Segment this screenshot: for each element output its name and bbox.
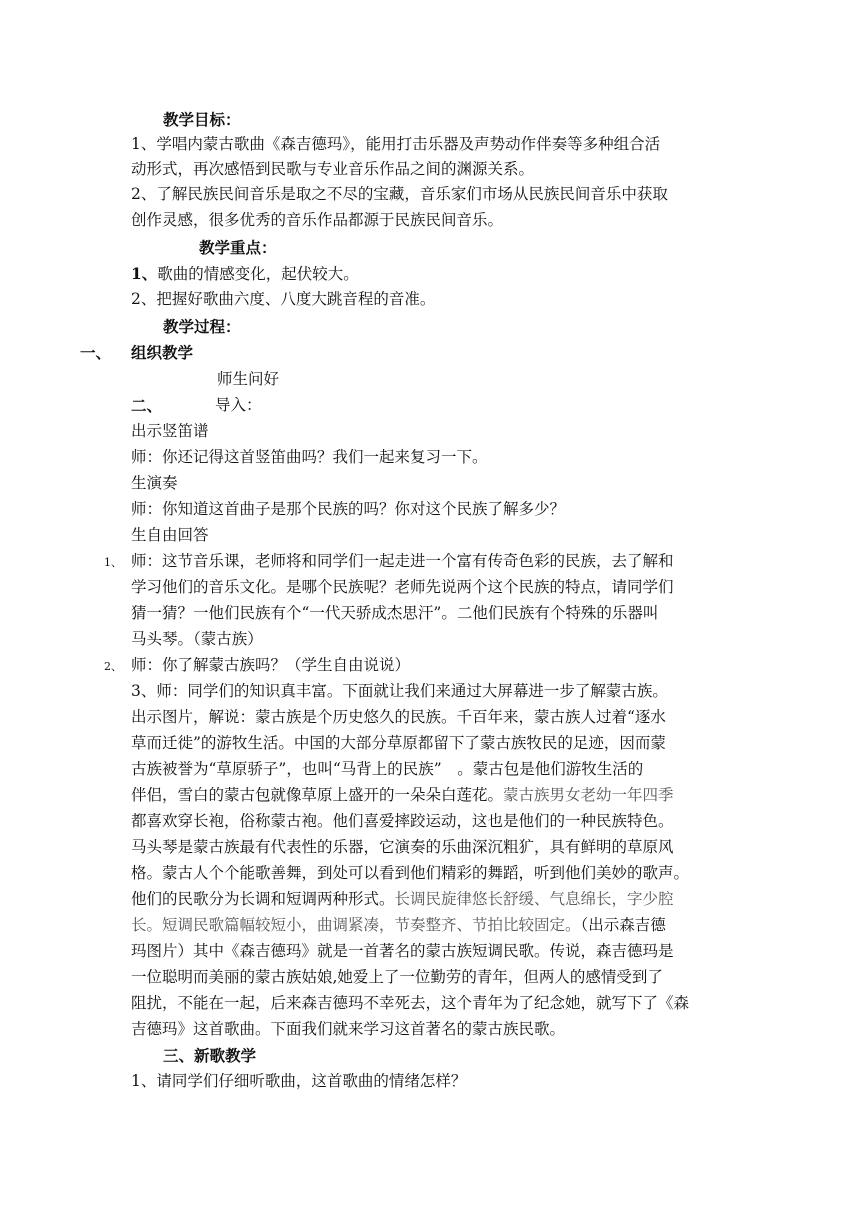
keypoint-1 [131, 266, 359, 283]
section-1-text: 师生问好 [217, 370, 280, 388]
item-3-line-2: 出示图片，解说：蒙古族是个历史悠久的民族。千百年来，蒙古族人过着“逐水 [131, 708, 666, 726]
item-3-line-14: 吉德玛》这首歌曲。下面我们就来学习这首著名的蒙古族民歌。 [131, 1020, 566, 1038]
paragraph-teacher-review: 师：你还记得这首竖笛曲吗？我们一起来复习一下。 [131, 448, 488, 466]
item-3-line-8: 格。蒙古人个个能歌善舞，到处可以看到他们精彩的舞蹈，听到他们美妙的歌声。 [131, 864, 690, 882]
item-3-line-11: 玛图片）其中《森吉德玛》就是一首著名的蒙古族短调民歌。传说，森吉德玛是 [131, 942, 674, 960]
item-3-line-5 [131, 788, 674, 804]
item-3-line-9-text: 他们的民歌分为长调和短调两种形式。 [131, 890, 395, 908]
objectives-heading: 教学目标： [163, 110, 241, 129]
objective-2-line-2: 创作灵感，很多优秀的音乐作品都源于民族民间音乐。 [131, 211, 504, 229]
keypoint-2: 2、把握好歌曲六度、八度大跳音程的音准。 [131, 290, 436, 308]
item-3-line-6: 都喜欢穿长袍，俗称蒙古袍。他们喜爱摔跤运动，这也是他们的一种民族特色。 [131, 812, 674, 830]
section-2-number: 二、 [131, 396, 163, 415]
item-2-text: 师：你了解蒙古族吗？（学生自由说说） [131, 656, 411, 674]
item-2-number: 2、 [104, 660, 122, 673]
section-1-title: 组织教学 [131, 343, 194, 362]
process-heading: 教学过程： [163, 317, 241, 336]
paragraph-free-answer: 生自由回答 [131, 526, 209, 544]
paragraph-show-score: 出示竖笛谱 [131, 422, 209, 440]
item-3-line-5-gray: 蒙古族男女老幼一年四季 [503, 786, 674, 804]
item-3-line-9-gray: 长调民旋律悠长舒缓、气息绵长，字少腔 [394, 890, 674, 908]
newsong-question-1: 1、请同学们仔细听歌曲，这首歌曲的情绪怎样？ [131, 1072, 467, 1090]
item-1-line-3: 猜一猜？一他们民族有个“一代天骄成杰思汗”。二他们民族有个特殊的乐器叫 [131, 604, 659, 622]
newsong-heading: 三、新歌教学 [163, 1046, 257, 1065]
item-1-line-4: 马头琴。（蒙古族） [131, 630, 263, 648]
item-3-line-4: 古族被誉为“草原骄子”，也叫“马背上的民族” 。蒙古包是他们游牧生活的 [131, 760, 644, 778]
item-3-line-7: 马头琴是蒙古族最有代表性的乐器，它演奏的乐曲深沉粗犷，具有鲜明的草原风 [131, 838, 674, 856]
item-3-line-9 [131, 892, 674, 908]
keypoints-heading: 教学重点： [199, 238, 277, 257]
objective-2-line-1: 2、了解民族民间音乐是取之不尽的宝藏，音乐家们市场从民族民间音乐中获取 [131, 185, 668, 203]
item-1-number: 1、 [104, 556, 122, 569]
item-3-line-1: 3、师：同学们的知识真丰富。下面就让我们来通过大屏幕进一步了解蒙古族。 [131, 682, 668, 700]
keypoint-1-number: 1、 [131, 264, 158, 283]
item-3-line-10 [131, 918, 666, 934]
section-1-number: 一、 [80, 343, 112, 362]
item-3-line-3: 草而迁徙”的游牧生活。中国的大部分草原都留下了蒙古族牧民的足迹，因而蒙 [131, 734, 666, 752]
keypoint-1-text: 歌曲的情感变化，起伏较大。 [157, 265, 359, 283]
item-3-line-13: 阻扰，不能在一起，后来森吉德玛不幸死去，这个青年为了纪念她，就写下了《森 [131, 994, 690, 1012]
paragraph-students-play: 生演奏 [131, 474, 178, 492]
objective-1-line-1: 1、学唱内蒙古歌曲《森吉德玛》，能用打击乐器及声势动作伴奏等多种组合活 [131, 135, 661, 153]
item-3-line-10-text: （出示森吉德 [580, 916, 666, 934]
section-2-title: 导入： [215, 396, 262, 414]
item-3-line-5-text: 伴侣，雪白的蒙古包就像草原上盛开的一朵朵白莲花。 [131, 786, 504, 804]
item-1-line-2: 学习他们的音乐文化。是哪个民族呢？老师先说两个这个民族的特点，请同学们 [131, 578, 674, 596]
item-3-line-12: 一位聪明而美丽的蒙古族姑娘,她爱上了一位勤劳的青年，但两人的感情受到了 [131, 968, 663, 986]
objective-1-line-2: 动形式，再次感悟到民歌与专业音乐作品之间的渊源关系。 [131, 160, 535, 178]
paragraph-teacher-question: 师：你知道这首曲子是那个民族的吗？你对这个民族了解多少？ [131, 500, 566, 518]
item-1-line-1: 师：这节音乐课，老师将和同学们一起走进一个富有传奇色彩的民族，去了解和 [131, 552, 674, 570]
item-3-line-10-gray: 长。短调民歌篇幅较短小，曲调紧凑，节奏整齐、节拍比较固定。 [131, 916, 581, 934]
